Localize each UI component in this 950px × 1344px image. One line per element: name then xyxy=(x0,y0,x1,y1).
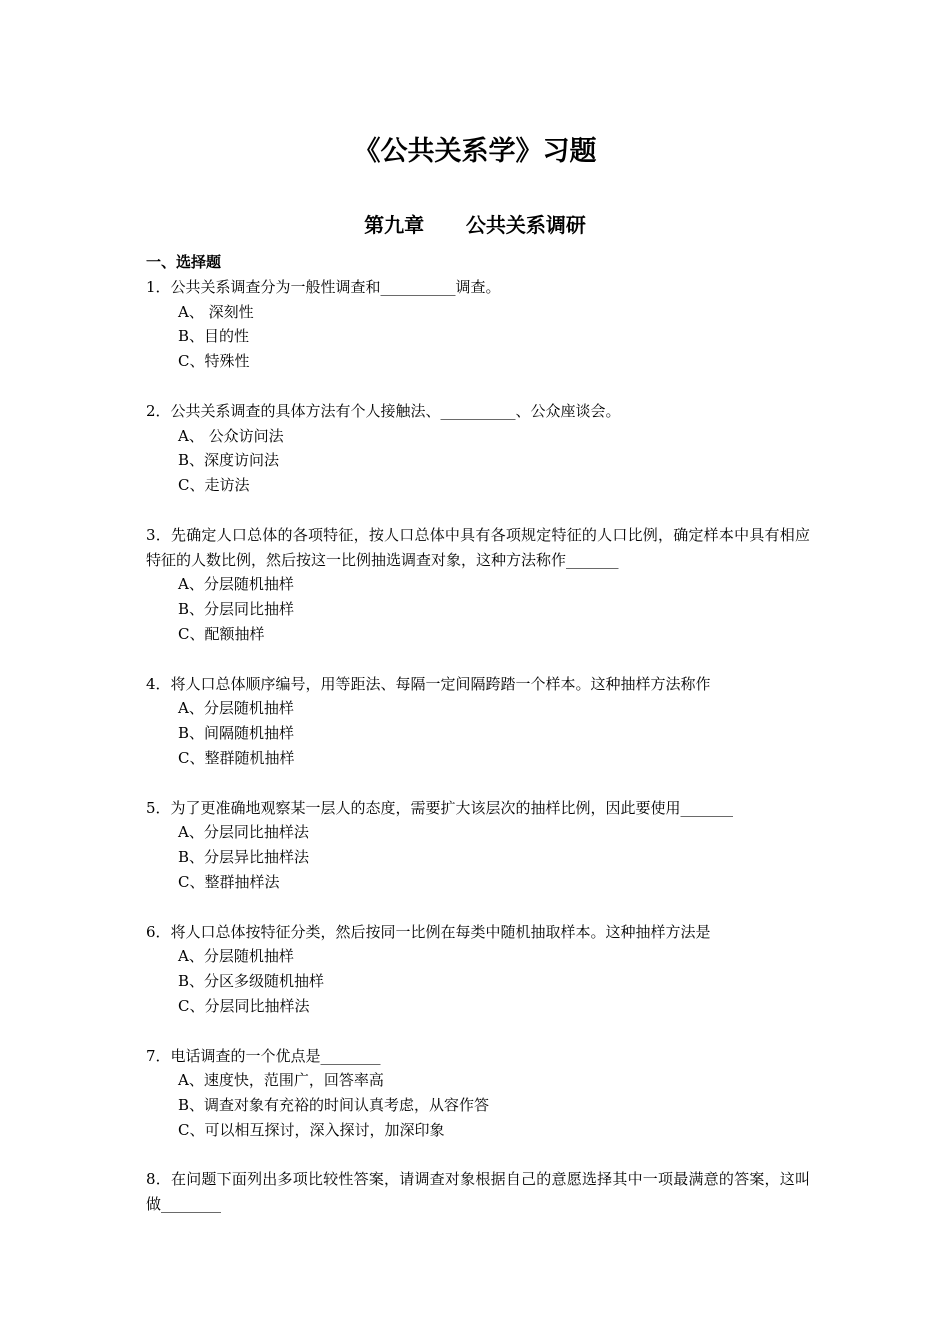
question-stem: 1．公共关系调查分为一般性调查和__________调查。 xyxy=(146,277,501,296)
question-stem: 8．在问题下面列出多项比较性答案，请调查对象根据自己的意愿选择其中一项最满意的答案，这叫做________ xyxy=(146,1170,810,1214)
option-c: C、配额抽样 xyxy=(178,624,265,643)
option-a: A、 公众访问法 xyxy=(178,426,284,445)
option-b: B、深度访问法 xyxy=(178,451,280,470)
chapter-title: 第九章 公共关系调研 xyxy=(364,213,586,237)
question-2 xyxy=(146,399,810,498)
option-a: A、分层随机抽样 xyxy=(178,947,294,966)
document-title: 《公共关系学》习题 xyxy=(353,136,597,167)
option-b: B、调查对象有充裕的时间认真考虑，从容作答 xyxy=(178,1096,490,1115)
question-3 xyxy=(146,523,810,647)
question-6 xyxy=(146,920,810,1019)
option-c: C、可以相互探讨，深入探讨，加深印象 xyxy=(178,1120,445,1139)
option-c: C、走访法 xyxy=(178,476,250,495)
question-7 xyxy=(146,1044,810,1143)
option-a: A、速度快，范围广，回答率高 xyxy=(178,1071,384,1090)
option-a: A、分层同比抽样法 xyxy=(178,823,309,842)
option-a: A、分层随机抽样 xyxy=(178,699,294,718)
option-b: B、分区多级随机抽样 xyxy=(178,972,325,991)
question-stem: 5．为了更准确地观察某一层人的态度，需要扩大该层次的抽样比例，因此要使用_______ xyxy=(146,798,734,817)
document-body xyxy=(146,250,810,1242)
question-4 xyxy=(146,672,810,771)
option-c: C、特殊性 xyxy=(178,352,250,371)
option-c: C、整群随机抽样 xyxy=(178,748,295,767)
option-c: C、分层同比抽样法 xyxy=(178,996,310,1015)
question-stem: 4．将人口总体顺序编号，用等距法、每隔一定间隔跨踏一个样本。这种抽样方法称作 xyxy=(146,674,711,693)
question-8 xyxy=(146,1167,810,1217)
question-stem: 6．将人口总体按特征分类，然后按同一比例在每类中随机抽取样本。这种抽样方法是 xyxy=(146,922,711,941)
option-a: A、 深刻性 xyxy=(178,302,254,321)
option-b: B、分层异比抽样法 xyxy=(178,848,310,867)
option-b: B、间隔随机抽样 xyxy=(178,724,295,743)
question-stem: 2．公共关系调查的具体方法有个人接触法、__________、公众座谈会。 xyxy=(146,401,621,420)
section-heading: 一、选择题 xyxy=(146,253,222,271)
option-c: C、整群抽样法 xyxy=(178,872,280,891)
option-a: A、分层随机抽样 xyxy=(178,575,294,594)
option-b: B、目的性 xyxy=(178,327,250,346)
question-5 xyxy=(146,796,810,895)
question-stem: 3．先确定人口总体的各项特征，按人口总体中具有各项规定特征的人口比例，确定样本中具有相应特征的人数比例，然后按这一比例抽选调查对象，这种方法称作_______ xyxy=(146,525,810,569)
question-1 xyxy=(146,275,810,374)
question-stem: 7．电话调查的一个优点是________ xyxy=(146,1046,381,1065)
option-b: B、分层同比抽样 xyxy=(178,600,295,619)
